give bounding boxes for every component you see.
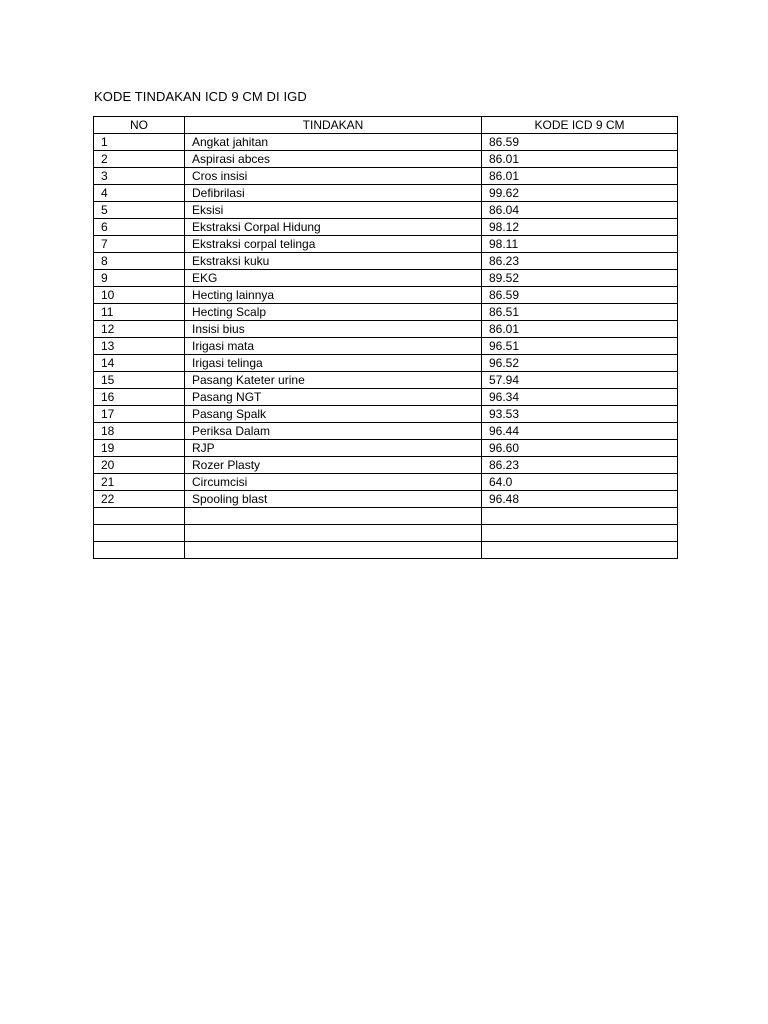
table-row xyxy=(94,474,678,491)
table-row xyxy=(94,491,678,508)
cell-no: 13 xyxy=(94,338,185,355)
table-row xyxy=(94,457,678,474)
cell-no: 10 xyxy=(94,287,185,304)
cell-kode-icd: 98.11 xyxy=(482,236,678,253)
cell-tindakan xyxy=(185,525,482,542)
cell-no xyxy=(94,525,185,542)
cell-tindakan: Ekstraksi kuku xyxy=(185,253,482,270)
cell-tindakan: Ekstraksi Corpal Hidung xyxy=(185,219,482,236)
cell-kode-icd: 96.34 xyxy=(482,389,678,406)
cell-no: 20 xyxy=(94,457,185,474)
cell-no: 12 xyxy=(94,321,185,338)
cell-no: 21 xyxy=(94,474,185,491)
table-row xyxy=(94,355,678,372)
cell-tindakan: Hecting Scalp xyxy=(185,304,482,321)
cell-no: 16 xyxy=(94,389,185,406)
cell-no: 5 xyxy=(94,202,185,219)
cell-tindakan: Aspirasi abces xyxy=(185,151,482,168)
cell-no: 4 xyxy=(94,185,185,202)
table-row xyxy=(94,168,678,185)
table-row xyxy=(94,372,678,389)
cell-kode-icd: 98.12 xyxy=(482,219,678,236)
cell-tindakan: Insisi bius xyxy=(185,321,482,338)
cell-kode-icd: 96.44 xyxy=(482,423,678,440)
cell-tindakan: EKG xyxy=(185,270,482,287)
cell-kode-icd: 86.59 xyxy=(482,134,678,151)
cell-kode-icd: 96.48 xyxy=(482,491,678,508)
cell-kode-icd: 99.62 xyxy=(482,185,678,202)
cell-no: 18 xyxy=(94,423,185,440)
cell-kode-icd xyxy=(482,508,678,525)
cell-no: 1 xyxy=(94,134,185,151)
header-kode-icd: KODE ICD 9 CM xyxy=(482,117,678,134)
cell-kode-icd xyxy=(482,525,678,542)
cell-tindakan: Spooling blast xyxy=(185,491,482,508)
table-row xyxy=(94,321,678,338)
cell-kode-icd: 86.01 xyxy=(482,321,678,338)
icd-code-table xyxy=(93,116,678,559)
table-row xyxy=(94,151,678,168)
table-row xyxy=(94,270,678,287)
cell-no: 19 xyxy=(94,440,185,457)
table-row xyxy=(94,338,678,355)
cell-kode-icd: 93.53 xyxy=(482,406,678,423)
table-row xyxy=(94,389,678,406)
header-no: NO xyxy=(94,117,185,134)
cell-kode-icd: 86.59 xyxy=(482,287,678,304)
cell-tindakan: Pasang Kateter urine xyxy=(185,372,482,389)
cell-no: 22 xyxy=(94,491,185,508)
cell-tindakan: Cros insisi xyxy=(185,168,482,185)
cell-kode-icd: 64.0 xyxy=(482,474,678,491)
table-row xyxy=(94,202,678,219)
table-header-row xyxy=(94,117,678,134)
cell-tindakan xyxy=(185,542,482,559)
cell-tindakan: Ekstraksi corpal telinga xyxy=(185,236,482,253)
cell-tindakan: Irigasi telinga xyxy=(185,355,482,372)
table-row xyxy=(94,253,678,270)
cell-tindakan: Pasang NGT xyxy=(185,389,482,406)
cell-no xyxy=(94,508,185,525)
table-body xyxy=(94,134,678,559)
cell-kode-icd: 86.23 xyxy=(482,253,678,270)
cell-kode-icd xyxy=(482,542,678,559)
cell-tindakan: Rozer Plasty xyxy=(185,457,482,474)
cell-kode-icd: 96.60 xyxy=(482,440,678,457)
cell-tindakan: Defibrilasi xyxy=(185,185,482,202)
cell-no: 17 xyxy=(94,406,185,423)
table-row xyxy=(94,304,678,321)
table-row xyxy=(94,236,678,253)
table-row xyxy=(94,185,678,202)
document-title: KODE TINDAKAN ICD 9 CM DI IGD xyxy=(94,89,307,104)
cell-tindakan: Irigasi mata xyxy=(185,338,482,355)
cell-tindakan: Angkat jahitan xyxy=(185,134,482,151)
cell-kode-icd: 89.52 xyxy=(482,270,678,287)
cell-tindakan: Eksisi xyxy=(185,202,482,219)
table-row xyxy=(94,287,678,304)
cell-tindakan: Periksa Dalam xyxy=(185,423,482,440)
cell-no: 7 xyxy=(94,236,185,253)
cell-kode-icd: 86.01 xyxy=(482,168,678,185)
cell-no: 6 xyxy=(94,219,185,236)
cell-kode-icd: 86.51 xyxy=(482,304,678,321)
table-row xyxy=(94,406,678,423)
cell-tindakan: Circumcisi xyxy=(185,474,482,491)
cell-tindakan: Hecting lainnya xyxy=(185,287,482,304)
cell-no: 15 xyxy=(94,372,185,389)
cell-no: 8 xyxy=(94,253,185,270)
cell-kode-icd: 96.51 xyxy=(482,338,678,355)
cell-kode-icd: 86.01 xyxy=(482,151,678,168)
table-row xyxy=(94,219,678,236)
cell-no: 11 xyxy=(94,304,185,321)
cell-no: 14 xyxy=(94,355,185,372)
cell-no: 9 xyxy=(94,270,185,287)
cell-no: 3 xyxy=(94,168,185,185)
cell-kode-icd: 86.23 xyxy=(482,457,678,474)
header-tindakan: TINDAKAN xyxy=(185,117,482,134)
table-row xyxy=(94,508,678,525)
cell-kode-icd: 96.52 xyxy=(482,355,678,372)
table-row xyxy=(94,440,678,457)
cell-no xyxy=(94,542,185,559)
cell-kode-icd: 57.94 xyxy=(482,372,678,389)
table-row xyxy=(94,423,678,440)
cell-tindakan: RJP xyxy=(185,440,482,457)
cell-kode-icd: 86.04 xyxy=(482,202,678,219)
cell-tindakan: Pasang Spalk xyxy=(185,406,482,423)
table-row xyxy=(94,134,678,151)
cell-no: 2 xyxy=(94,151,185,168)
cell-tindakan xyxy=(185,508,482,525)
table-row xyxy=(94,525,678,542)
table-row xyxy=(94,542,678,559)
